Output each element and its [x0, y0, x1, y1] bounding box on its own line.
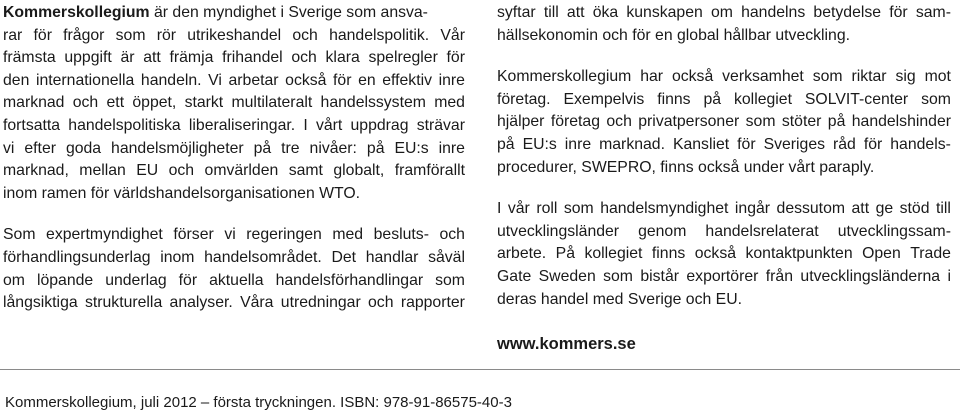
text-line: Gate Sweden som bistår exportörer från utvecklingsländerna i	[497, 267, 951, 285]
text-line: främsta uppgift är att främja frihandel och klara spelregler för	[3, 49, 465, 67]
text-line: hällsekonomin och för en global hållbar utveckling.	[497, 26, 851, 44]
text-line: marknad och ett öppet, starkt multilateralt handelssystem med	[3, 94, 465, 112]
text-line: den internationella handeln. Vi arbetar också för en effektiv inre	[3, 71, 465, 89]
left-column	[3, 2, 465, 315]
text-line: arbete. På kollegiet finns också kontaktpunkten Open Trade	[497, 245, 951, 263]
text-line: vi efter goda handelsmöjligheter på tre nivåer: på EU:s inre	[3, 139, 465, 157]
text-line: syftar till att öka kunskapen om handelns betydelse för sam-	[497, 4, 951, 21]
continuation-paragraph	[497, 2, 951, 47]
text-line: hjälper företag och privatpersoner som stöter på handelshinder	[497, 113, 951, 131]
text-line: företag. Exempelvis finns på kollegiet SOLVIT-center som	[497, 90, 951, 108]
text-line: utvecklingsländer genom handelsrelaterat utvecklingssam-	[497, 222, 951, 240]
text-line: långsiktiga strukturella analyser. Våra utredningar och rapporter	[3, 294, 465, 312]
development-paragraph	[497, 198, 951, 311]
text-line: Kommerskollegium är den myndighet i Sverige som ansva-	[3, 4, 428, 21]
footer-divider	[0, 369, 960, 370]
text-line: förhandlingsunderlag inom handelsområdet. Det handlar såväl	[3, 248, 465, 266]
text-line: I vår roll som handelsmyndighet ingår dessutom att ge stöd till	[497, 200, 951, 218]
intro-paragraph	[3, 2, 465, 205]
text-line: procedurer, SWEPRO, finns också under vårt paraply.	[497, 158, 875, 176]
text-line: fortsatta handelspolitiska liberaliseringar. I vårt uppdrag strävar	[3, 116, 465, 134]
org-name: Kommerskollegium	[3, 4, 150, 21]
text-line: deras handel med Sverige och EU.	[497, 290, 742, 308]
business-paragraph	[497, 66, 951, 179]
expert-paragraph	[3, 224, 465, 314]
text-line: om löpande underlag för aktuella handelsförhandlingar som	[3, 271, 465, 289]
right-column	[497, 2, 951, 356]
text-line: på EU:s inre marknad. Kansliet för Sveriges råd för handels-	[497, 135, 951, 153]
text-line: Som expertmyndighet förser vi regeringen med besluts- och	[3, 226, 465, 244]
text-line: marknad, mellan EU och omvärlden samt globalt, framförallt	[3, 162, 465, 180]
text-line: Kommerskollegium har också verksamhet som riktar sig mot	[497, 68, 951, 86]
website-link[interactable]: www.kommers.se	[497, 335, 636, 354]
text-line: rar för frågor som rör utrikeshandel och handelspolitik. Vår	[3, 26, 465, 44]
footer-imprint: Kommerskollegium, juli 2012 – första tryckningen. ISBN: 978-91-86575-40-3	[5, 394, 512, 411]
text-line: inom ramen för världshandelsorganisationen WTO.	[3, 184, 361, 202]
